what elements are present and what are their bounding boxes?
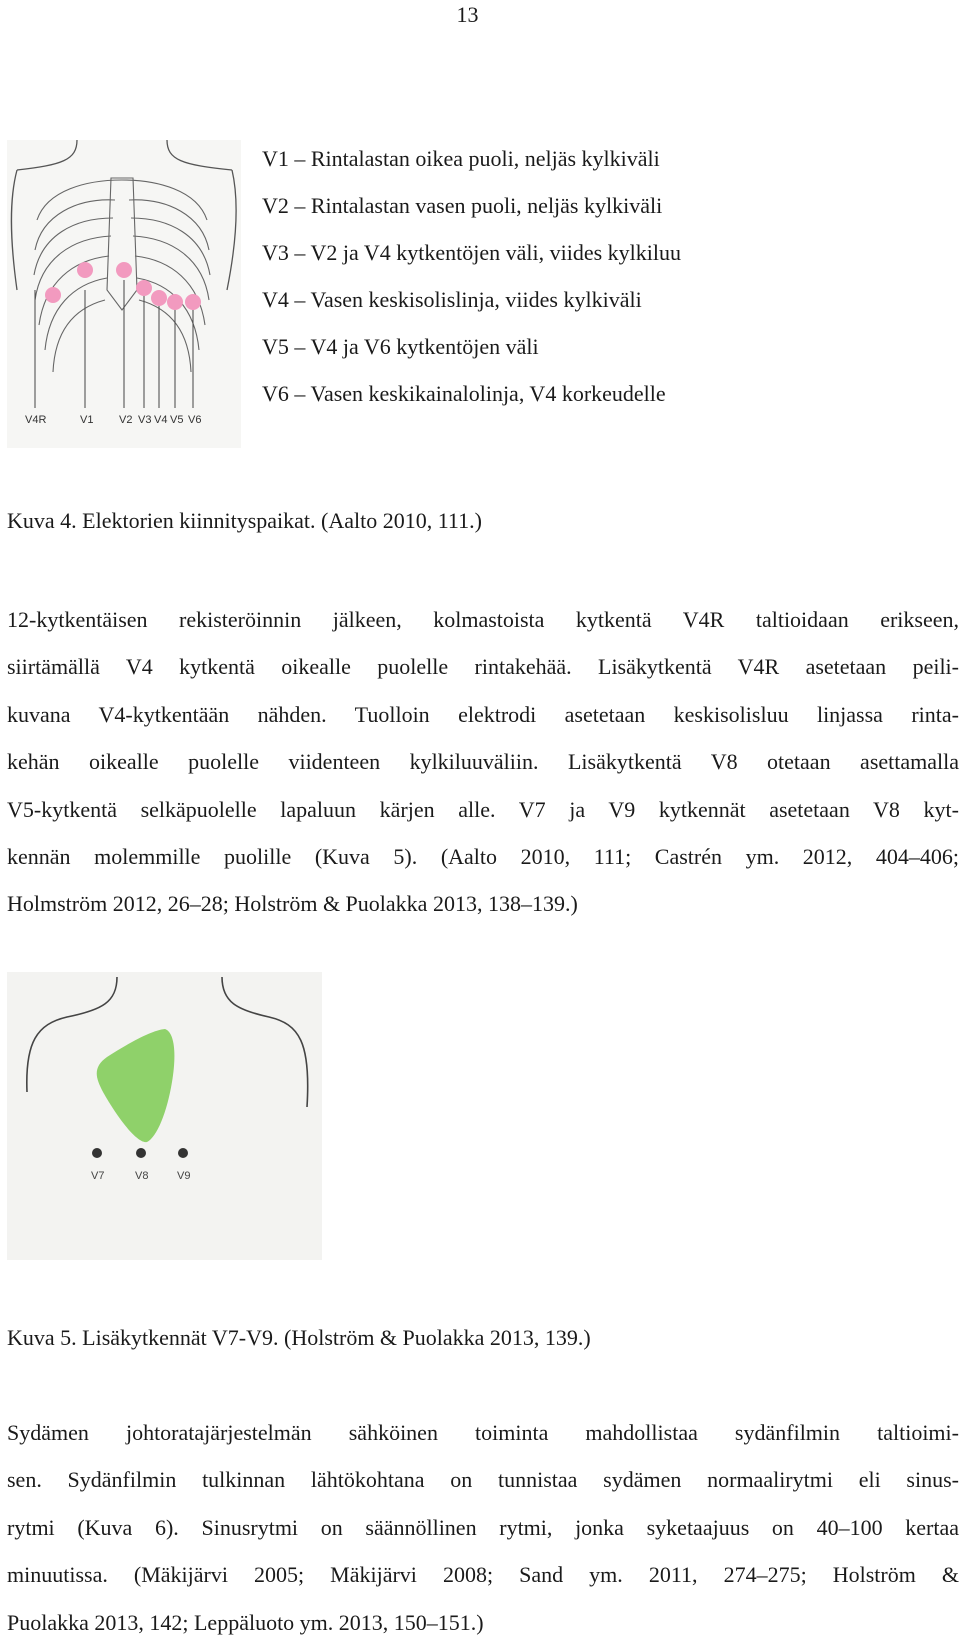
lead-label-v6: V6 (188, 414, 202, 426)
paragraph-line: V5-kytkentä selkäpuolelle lapaluun kärjen alle. V7 ja V9 kytkennät asetetaan V8 kyt- (7, 796, 959, 822)
chest-leads-illustration (7, 140, 241, 448)
paragraph-lead-v4r (7, 596, 959, 928)
paragraph-line: kennän molemmille puolille (Kuva 5). (Aalto 2010, 111; Castrén ym. 2012, 404–406; (7, 844, 959, 870)
paragraph-line: rytmi (Kuva 6). Sinusrytmi on säännöllinen rytmi, jonka syketaajuus on 40–100 kertaa (7, 1514, 959, 1540)
lead-list-item: V1 – Rintalastan oikea puoli, neljäs kylkiväli (262, 146, 660, 171)
lead-list-item: V6 – Vasen keskikainalolinja, V4 korkeudelle (262, 381, 666, 406)
lead-list-item: V3 – V2 ja V4 kytkentöjen väli, viides kylkiluu (262, 240, 681, 265)
lead-label-v4: V4 (154, 414, 168, 426)
lead-label-v1: V1 (80, 414, 94, 426)
paragraph-line: Holmström 2012, 26–28; Holström & Puolakka 2013, 138–139.) (7, 891, 578, 917)
lead-label-v3: V3 (138, 414, 152, 426)
lead-placement-list (262, 135, 681, 417)
page-number: 13 (456, 2, 479, 27)
lead-list-item: V5 – V4 ja V6 kytkentöjen väli (262, 334, 539, 359)
paragraph-line: kehän oikealle puolelle viidenteen kylkiluuväliin. Lisäkytkentä V8 otetaan asettamalla (7, 749, 959, 775)
paragraph-line: Puolakka 2013, 142; Leppäluoto ym. 2013, 150–151.) (7, 1609, 484, 1635)
paragraph-line: siirtämällä V4 kytkentä oikealle puolelle rintakehää. Lisäkytkentä V4R asetetaan peili- (7, 654, 959, 680)
lead-label-v5: V5 (170, 414, 184, 426)
paragraph-line: kuvana V4-kytkentään nähden. Tuolloin elektrodi asetetaan keskisolisluu linjassa rinta- (7, 701, 959, 727)
paragraph-sinus-rhythm (7, 1409, 959, 1646)
back-leads-illustration (7, 972, 322, 1260)
paragraph-line: sen. Sydänfilmin tulkinnan lähtökohtana on tunnistaa sydämen normaalirytmi eli sinus- (7, 1467, 959, 1493)
lead-list-item: V4 – Vasen keskisolislinja, viides kylkiväli (262, 287, 642, 312)
paragraph-line: 12-kytkentäisen rekisteröinnin jälkeen, kolmastoista kytkentä V4R taltioidaan erikseen, (7, 607, 959, 632)
paragraph-line: Sydämen johtoratajärjestelmän sähköinen toiminta mahdollistaa sydänfilmin taltioimi- (7, 1420, 959, 1445)
lead-label-v7: V7 (91, 1170, 105, 1182)
figure-4-caption: Kuva 4. Elektorien kiinnityspaikat. (Aalto 2010, 111.) (7, 508, 482, 533)
lead-label-v8: V8 (135, 1170, 149, 1182)
lead-label-v4r: V4R (25, 414, 47, 426)
scapula-shape (97, 1029, 175, 1142)
paragraph-line: minuutissa. (Mäkijärvi 2005; Mäkijärvi 2008; Sand ym. 2011, 274–275; Holström & (7, 1562, 959, 1588)
figure-5-caption: Kuva 5. Lisäkytkennät V7-V9. (Holström & Puolakka 2013, 139.) (7, 1325, 591, 1350)
lead-label-v2: V2 (119, 414, 133, 426)
lead-label-v9: V9 (177, 1170, 191, 1182)
lead-list-item: V2 – Rintalastan vasen puoli, neljäs kylkiväli (262, 193, 663, 218)
electrode-dots (45, 262, 201, 310)
